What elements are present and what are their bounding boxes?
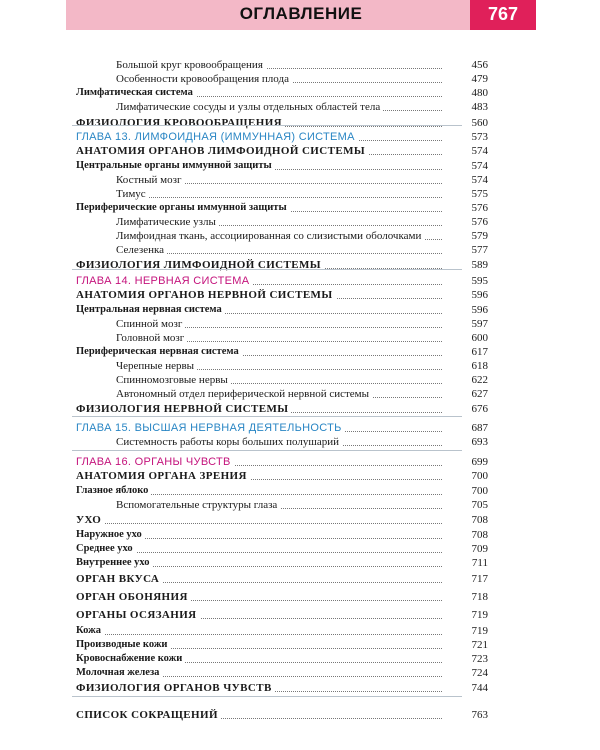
toc-entry[interactable] (0, 303, 600, 317)
toc-entry-page: 763 (471, 709, 488, 721)
toc-entry[interactable] (0, 435, 600, 449)
toc-entry-title: Вспомогательные структуры глаза (116, 498, 280, 512)
chapter-title: ГЛАВА 13. ЛИМФОИДНАЯ (ИММУННАЯ) СИСТЕМА (76, 130, 358, 144)
toc-entry[interactable] (0, 58, 600, 72)
toc-entry-page: 708 (471, 529, 488, 541)
toc-entry-page: 709 (471, 543, 488, 555)
toc-entry[interactable] (0, 484, 600, 498)
toc-entry[interactable] (0, 72, 600, 86)
toc-entry[interactable] (0, 159, 600, 173)
toc-entry-page: 576 (471, 202, 488, 214)
toc-entry[interactable] (0, 359, 600, 373)
toc-entry[interactable] (0, 243, 600, 257)
toc-entry-page: 618 (471, 360, 488, 372)
toc-entry[interactable] (0, 229, 600, 243)
toc-entry[interactable] (0, 345, 600, 359)
toc-entry-title: ОРГАН ОБОНЯНИЯ (76, 590, 191, 604)
toc-entry[interactable] (0, 173, 600, 187)
toc-entry[interactable] (0, 608, 600, 622)
toc-entry-title: АНАТОМИЯ ОРГАНА ЗРЕНИЯ (76, 469, 250, 483)
toc-entry-page: 717 (471, 573, 488, 585)
toc-entry-title: Производные кожи (76, 638, 170, 652)
toc-entry-page: 574 (471, 160, 488, 172)
toc-entry-title: Селезенка (116, 243, 167, 257)
toc-entry-title: Кровоснабжение кожи (76, 652, 185, 666)
toc-entry-page: 719 (471, 625, 488, 637)
toc-entry-page: 574 (471, 174, 488, 186)
toc-chapter[interactable] (0, 421, 600, 435)
toc-entry-title: Спинной мозг (116, 317, 185, 331)
toc-entry[interactable] (0, 201, 600, 215)
toc-entry-page: 687 (471, 422, 488, 434)
toc-entry-title: Среднее ухо (76, 542, 136, 556)
toc-entry[interactable] (0, 469, 600, 483)
toc-entry[interactable] (0, 116, 600, 130)
toc-entry[interactable] (0, 528, 600, 542)
page-title: ОГЛАВЛЕНИЕ (239, 4, 363, 23)
chapter-title: ГЛАВА 15. ВЫСШАЯ НЕРВНАЯ ДЕЯТЕЛЬНОСТЬ (76, 421, 345, 435)
toc-entry-page: 699 (471, 456, 488, 468)
toc-chapter[interactable] (0, 274, 600, 288)
page-number: 767 (487, 4, 519, 24)
toc-entry-page: 596 (471, 289, 488, 301)
toc-entry-page: 576 (471, 216, 488, 228)
toc-entry[interactable] (0, 556, 600, 570)
section-divider (72, 450, 462, 451)
toc-entry-title: ФИЗИОЛОГИЯ КРОВООБРАЩЕНИЯ (76, 116, 285, 130)
toc-entry[interactable] (0, 317, 600, 331)
toc-entry-title: Черепные нервы (116, 359, 197, 373)
toc-entry[interactable] (0, 187, 600, 201)
toc-entry-title: Большой круг кровообращения (116, 58, 266, 72)
toc-entry-title: Центральная нервная система (76, 303, 225, 317)
toc-entry-title: Спинномозговые нервы (116, 373, 231, 387)
toc-entry-title: ФИЗИОЛОГИЯ НЕРВНОЙ СИСТЕМЫ (76, 402, 291, 416)
toc-entry-page: 718 (471, 591, 488, 603)
toc-entry-page: 595 (471, 275, 488, 287)
toc-entry-title: Кожа (76, 624, 104, 638)
toc-entry-title: Лимфоидная ткань, ассоциированная со слизистыми оболочками (116, 229, 424, 243)
toc-entry-page: 723 (471, 653, 488, 665)
toc-chapter[interactable] (0, 130, 600, 144)
toc-entry-title: Тимус (116, 187, 149, 201)
toc-entry-page: 573 (471, 131, 488, 143)
toc-entry[interactable] (0, 144, 600, 158)
toc-entry-page: 700 (471, 470, 488, 482)
toc-entry-title: Лимфатические сосуды и узлы отдельных областей тела (116, 100, 383, 114)
toc-entry-title: Головной мозг (116, 331, 187, 345)
toc-entry-title: ОРГАНЫ ОСЯЗАНИЯ (76, 608, 200, 622)
toc-entry-title: Глазное яблоко (76, 484, 151, 498)
toc-entry-title: Системность работы коры больших полушарий (116, 435, 342, 449)
toc-entry[interactable] (0, 572, 600, 586)
toc-entry-page: 483 (471, 101, 488, 113)
toc-entry[interactable] (0, 513, 600, 527)
toc-entry[interactable] (0, 373, 600, 387)
toc-entry[interactable] (0, 402, 600, 416)
toc-entry-title: ФИЗИОЛОГИЯ ОРГАНОВ ЧУВСТВ (76, 681, 275, 695)
section-divider (72, 125, 462, 126)
toc-entry[interactable] (0, 331, 600, 345)
toc-entry-page: 622 (471, 374, 488, 386)
toc-entry[interactable] (0, 590, 600, 604)
toc-entry-page: 617 (471, 346, 488, 358)
toc-entry-page: 479 (471, 73, 488, 85)
toc-entry-page: 693 (471, 436, 488, 448)
toc-entry-title: Молочная железа (76, 666, 162, 680)
toc-entry[interactable] (0, 215, 600, 229)
chapter-title: ГЛАВА 16. ОРГАНЫ ЧУВСТВ (76, 455, 234, 469)
toc-entry-title: ФИЗИОЛОГИЯ ЛИМФОИДНОЙ СИСТЕМЫ (76, 258, 324, 272)
toc-entry[interactable] (0, 666, 600, 680)
toc-entry[interactable] (0, 542, 600, 556)
toc-entry-title: Наружное ухо (76, 528, 145, 542)
toc-entry-page: 711 (471, 557, 488, 569)
toc-entry-page: 579 (471, 230, 488, 242)
toc-entry[interactable] (0, 638, 600, 652)
toc-entry[interactable] (0, 100, 600, 114)
toc-chapter[interactable] (0, 455, 600, 469)
toc-entry-title: АНАТОМИЯ ОРГАНОВ ЛИМФОИДНОЙ СИСТЕМЫ (76, 144, 368, 158)
toc-entry-title: УХО (76, 513, 104, 527)
toc-entry[interactable] (0, 86, 600, 100)
toc-entry-page: 721 (471, 639, 488, 651)
toc-entry-page: 600 (471, 332, 488, 344)
toc-entry-title: СПИСОК СОКРАЩЕНИЙ (76, 708, 221, 722)
toc-entry-title: Периферическая нервная система (76, 345, 242, 359)
toc-entry-page: 724 (471, 667, 488, 679)
toc-entry-page: 744 (471, 682, 488, 694)
toc-entry[interactable] (0, 652, 600, 666)
toc-entry-page: 700 (471, 485, 488, 497)
toc-entry-page: 456 (471, 59, 488, 71)
toc-entry-page: 676 (471, 403, 488, 415)
toc-entry-page: 705 (471, 499, 488, 511)
toc-entry-page: 575 (471, 188, 488, 200)
toc-entry[interactable] (0, 624, 600, 638)
toc-entry[interactable] (0, 387, 600, 401)
toc-entry[interactable] (0, 288, 600, 302)
toc-entry-title: ОРГАН ВКУСА (76, 572, 162, 586)
toc-entry-title: Лимфатическая система (76, 86, 196, 100)
toc-entry-title: Лимфатические узлы (116, 215, 219, 229)
toc-entry-title: Костный мозг (116, 173, 184, 187)
toc-entry-page: 627 (471, 388, 488, 400)
toc-entry-title: Внутреннее ухо (76, 556, 153, 570)
toc-entry[interactable] (0, 681, 600, 695)
toc-entry-title: Центральные органы иммунной защиты (76, 159, 275, 173)
section-divider (72, 269, 462, 270)
toc-entry-page: 589 (471, 259, 488, 271)
toc-entry-page: 597 (471, 318, 488, 330)
toc-entry[interactable] (0, 708, 600, 722)
toc-entry-page: 577 (471, 244, 488, 256)
toc-entry-title: АНАТОМИЯ ОРГАНОВ НЕРВНОЙ СИСТЕМЫ (76, 288, 336, 302)
toc-entry-page: 574 (471, 145, 488, 157)
toc-entry-page: 560 (471, 117, 488, 129)
toc-entry-page: 708 (471, 514, 488, 526)
toc-entry[interactable] (0, 498, 600, 512)
chapter-title: ГЛАВА 14. НЕРВНАЯ СИСТЕМА (76, 274, 252, 288)
toc-entry-page: 480 (471, 87, 488, 99)
toc-entry-title: Особенности кровообращения плода (116, 72, 292, 86)
section-divider (72, 696, 462, 697)
toc-entry-title: Автономный отдел периферической нервной системы (116, 387, 372, 401)
toc-entry-page: 596 (471, 304, 488, 316)
section-divider (72, 416, 462, 417)
toc-entry-page: 719 (471, 609, 488, 621)
toc-entry-title: Периферические органы иммунной защиты (76, 201, 290, 215)
